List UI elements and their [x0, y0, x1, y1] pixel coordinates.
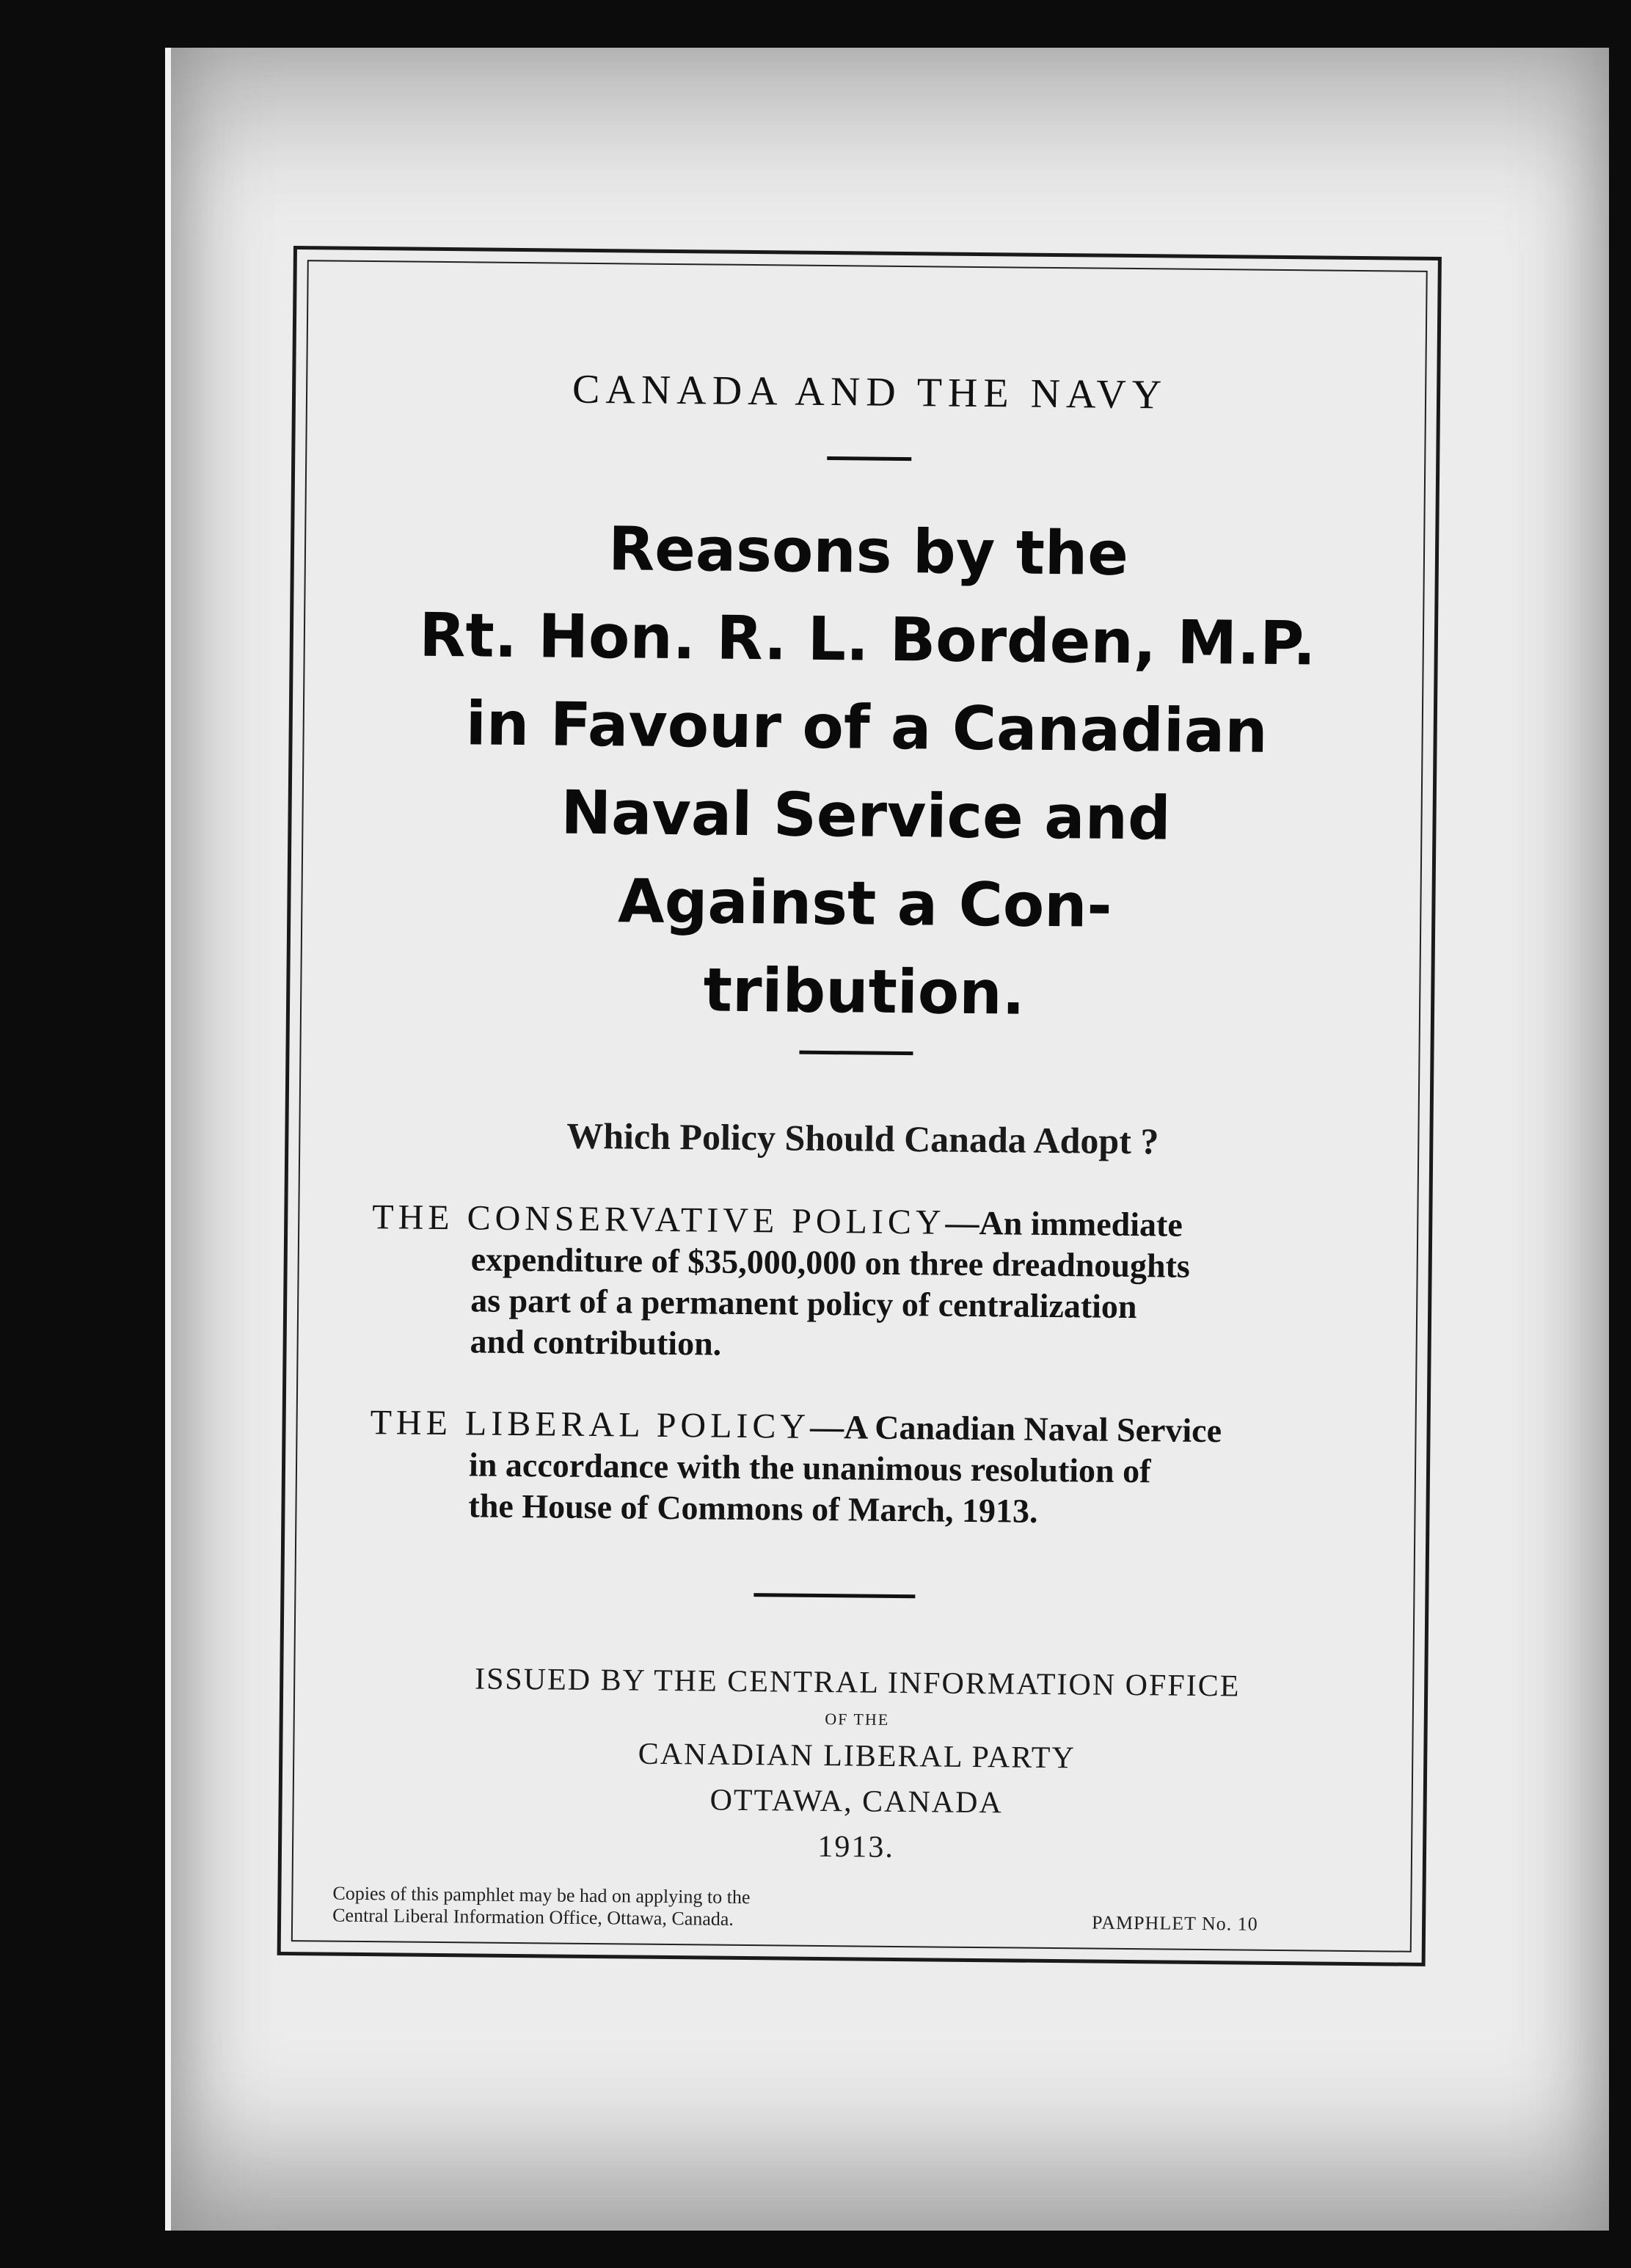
footnote-line: Central Liberal Information Office, Ottawa, Canada.	[332, 1904, 734, 1930]
footnote-line: Copies of this pamphlet may be had on applying to the	[332, 1882, 751, 1908]
issuer-party: CANADIAN LIBERAL PARTY	[638, 1737, 1076, 1776]
conservative-policy-label: THE CONSERVATIVE POLICY	[372, 1197, 946, 1242]
issuer-line: OF THE	[825, 1710, 890, 1729]
footnote	[332, 1883, 751, 1930]
conservative-policy-line: expenditure of $35,000,000 on three dreadnoughts	[470, 1240, 1191, 1285]
conservative-policy-line: —An immediate	[945, 1203, 1183, 1244]
issuer-city: OTTAWA, CANADA	[709, 1783, 1004, 1820]
issuer-line: ISSUED BY THE CENTRAL INFORMATION OFFICE	[474, 1662, 1241, 1704]
issue-year: 1913.	[817, 1829, 895, 1864]
policy-question: Which Policy Should Canada Adopt ?	[566, 1115, 1159, 1162]
pamphlet-number: PAMPHLET No. 10	[1091, 1911, 1258, 1935]
conservative-policy-line: and contribution.	[470, 1322, 722, 1363]
series-title: CANADA AND THE NAVY	[572, 366, 1168, 418]
liberal-policy	[369, 1402, 1398, 1535]
liberal-policy-line: —A Canadian Naval Service	[809, 1407, 1222, 1450]
title-line: Reasons by the	[607, 514, 1129, 589]
title-line: Naval Service and	[560, 778, 1172, 854]
title-line: in Favour of a Canadian	[465, 689, 1269, 767]
title-line: tribution.	[703, 955, 1026, 1029]
liberal-policy-line: the House of Commons of March, 1913.	[468, 1487, 1038, 1530]
conservative-policy-line: as part of a permanent policy of centralization	[470, 1281, 1137, 1326]
page-border	[277, 246, 1442, 1966]
title-line: Against a Con-	[617, 867, 1113, 941]
issuer-block	[282, 1655, 1432, 1875]
liberal-policy-label: THE LIBERAL POLICY	[370, 1403, 811, 1446]
conservative-policy	[371, 1197, 1399, 1371]
liberal-policy-line: in accordance with the unanimous resolution of	[468, 1445, 1151, 1490]
title-line: Rt. Hon. R. L. Borden, M.P.	[418, 600, 1316, 679]
pamphlet-title	[290, 503, 1443, 1042]
